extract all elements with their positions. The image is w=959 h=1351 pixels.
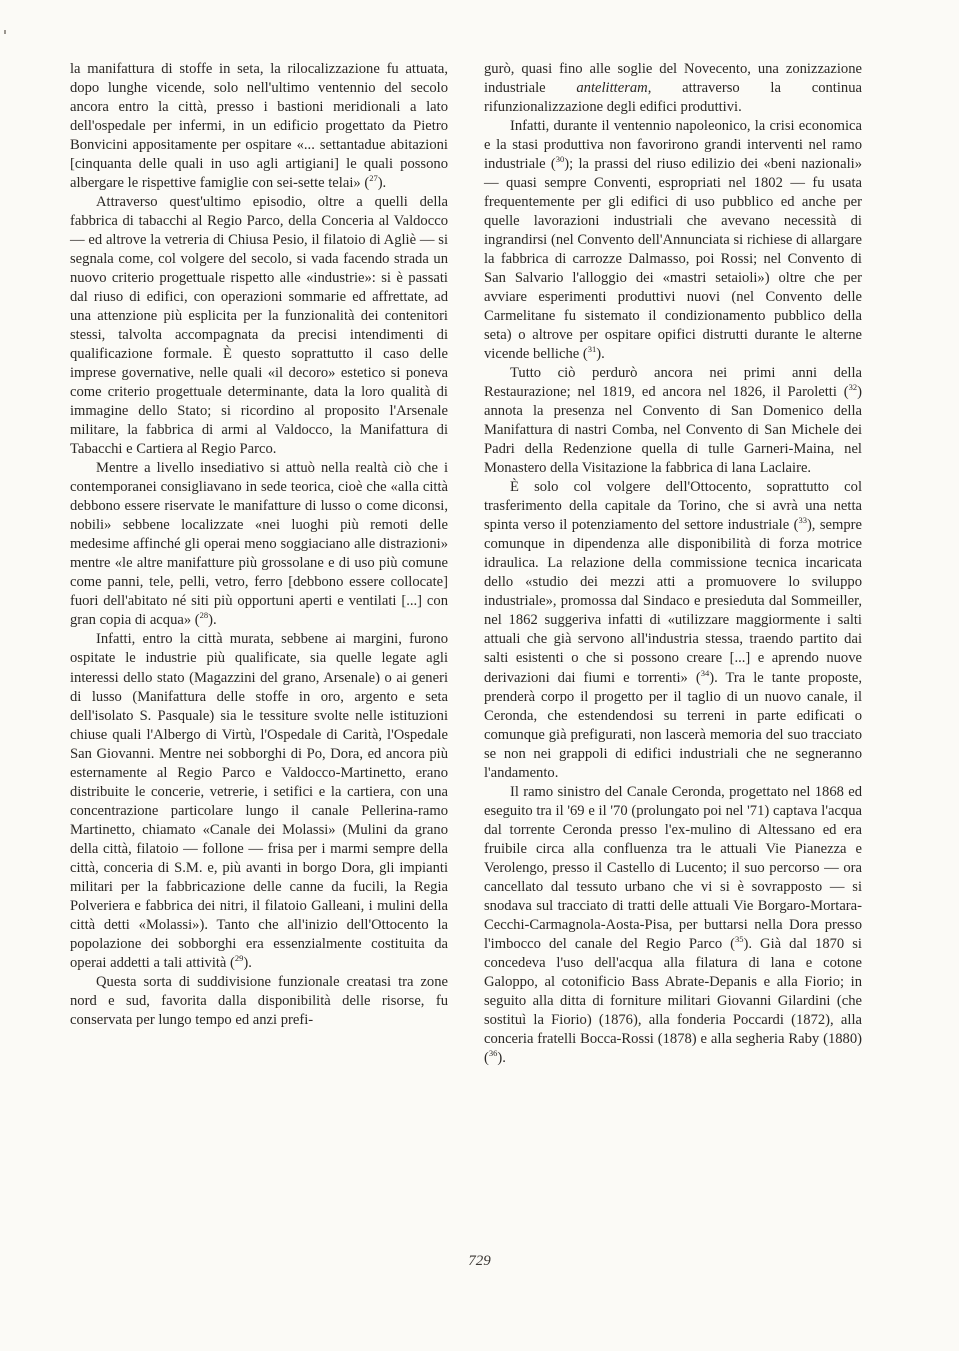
footnote-ref: 30 bbox=[555, 154, 565, 165]
paragraph bbox=[484, 117, 862, 364]
text-run: ) annota la presenza nel Convento di San Domenico della Manifattura di nastri Comba, nel Convento di San Michele dei Padri della Redenzione quella di tulle Garneri-Maina, nel Monastero della Visitazione la fabbrica di lana Laclaire. bbox=[484, 384, 862, 477]
paragraph bbox=[70, 60, 448, 193]
text-run: ). bbox=[596, 346, 605, 363]
italic-text: antelitteram bbox=[576, 80, 648, 97]
text-run: Tutto ciò perdurò ancora nei primi anni della Restaurazione; nel 1819, ed ancora nel 1826, il Paroletti ( bbox=[484, 365, 862, 401]
footnote-ref: 31 bbox=[587, 344, 597, 355]
footnote-ref: 28 bbox=[199, 610, 209, 621]
footnote-ref: 33 bbox=[798, 515, 807, 526]
text-run: Il ramo sinistro del Canale Ceronda, progettato nel 1868 ed eseguito tra il '69 e il '70 (prolungato poi nel '71) captava l'acqua dal torrente Ceronda presso l'ex-mulino di Altessano ed era fruibile circa alla confluenza tra le attuali Vie Pianezza e Verolengo, presso il Castello di Lucento; il suo percorso — ora cancellato dal tessuto urbano che vi si è sovrapposto — si snodava sul tracciato di tratti delle attuali Vie Borgaro-Mortara-Cecchi-Carmagnola-Aosta-Pisa, per buttarsi nella Dora presso l'imbocco del canale del Regio Parco ( bbox=[484, 783, 862, 952]
page-number: 729 bbox=[468, 1253, 491, 1269]
footnote-ref: 36 bbox=[488, 1047, 498, 1058]
paragraph bbox=[70, 459, 448, 630]
paragraph bbox=[70, 973, 448, 1030]
text-run: ). bbox=[243, 954, 252, 971]
text-run: Questa sorta di suddivisione funzionale creatasi tra zone nord e sud, favorita dalla disponibilità delle risorse, fu conservata per lungo tempo ed anzi prefi- bbox=[70, 973, 448, 1028]
text-run: Infatti, entro la città murata, sebbene ai margini, furono ospitate le industrie più qualificate, sia quelle legate agli interessi dello stato (Magazzini del grano, Arsenale) o ai generi di lusso (Manifattura delle stoffe in oro, argento e seta dell'isolato S. Pasquale) sia le tessiture svolte nelle istituzioni chiuse quali l'Albergo di Virtù, l'Ospedale di Carità, l'Ospedale San Giovanni. Mentre nei sobborghi di Po, Dora, ed ancora più esternamente al Regio Parco e Valdocco-Martinetto, erano distribuite le concerie, vetrerie, i setifici e la cartiera, con una concentrazione particolare lungo il canale Pellerina-ramo Martinetto, chiamato «Canale dei Molassi» (Mulini da grano della città, filatoio — follone — frisa per i marmi sempre della città, conceria di S.M. e, più avanti in borgo Dora, gli impianti militari per la fabbricazione delle canne da fucili, la Regia Polveriera e fabbrica dei nitri, il filatoio Galleani, i mulini della città detti «Molassi»). Tanto che all'inizio dell'Ottocento la popolazione dei sobborghi era essenzialmente costituita da operai addetti a tali attività ( bbox=[70, 631, 448, 971]
text-run: ); la prassi del riuso edilizio dei «beni nazionali» — quasi sempre Conventi, espropriati nel 1802 — fu usata frequentemente per gli edifici di uso pubblico ed anche per quelle lavorazioni industriali che avevano necessità di ingrandirsi (nel Convento dell'Annunciata si richiese di allargare la fabbrica di carrozze Dalmasso, poi Rossi; nel Convento di San Salvario l'alloggio dei «mastri setaioli») oltre che per avviare esperimenti produttivi nuovi (nel Convento delle Carmelitane fu sistemato il condizionamento pubblico della seta) o altrove per ospitare opifici distrutti durante le alterne vicende belliche ( bbox=[484, 156, 862, 363]
footnote-ref: 29 bbox=[234, 952, 244, 963]
footnote-ref: 34 bbox=[700, 667, 710, 678]
text-run: ). bbox=[497, 1049, 506, 1066]
paragraph bbox=[484, 478, 862, 782]
paragraph bbox=[484, 364, 862, 478]
left-column bbox=[70, 60, 448, 1030]
text-run: Mentre a livello insediativo si attuò nella realtà ciò che i contemporanei consigliavano in sede teorica, cioè che «alla città debbono essere riservate le manifatture di lusso o come diconsi, nobili» sebbene localizzate «nei luoghi più remoti delle medesime affinché gli operai meno soggiaciano alle distrazioni» mentre «le altre manifatture più grossolane e di uso più comune come panni, tele, pelli, vetro, ferro [debbono essere collocate] fuori dell'abitato né siti più opportuni aperti e ventilati [...] con gran copia di acqua» ( bbox=[70, 460, 448, 629]
text-run: Attraverso quest'ultimo episodio, oltre a quelli della fabbrica di tabacchi al Regio Parco, della Conceria al Valdocco — ed altrove la vetreria di Chiusa Pesio, il filatoio di Agliè — si segnala come, col volgere del secolo, si vada facendo strada un nuovo criterio progettuale rispetto alle «industrie»: si è passati dal riuso di edifici, con operazioni sommarie ed affrettate, ad una attenzione più esplicita per la funzionalità dei contenitori stessi, talvolta accompagnata da precisi intendimenti di qualificazione formale. È questo soprattutto il caso delle imprese governative, nelle quali «il decoro» estetico si poneva come criterio progettuale determinante, data la loro qualità di immagine dello Stato; si ricordino al proposito l'Arsenale militare, la fabbrica di armi al Valdocco, la Manifattura di Tabacchi e Cartiera al Regio Parco. bbox=[70, 194, 448, 458]
right-column bbox=[484, 60, 862, 1068]
footnote-ref: 35 bbox=[735, 933, 744, 944]
footnote-ref: 27 bbox=[369, 173, 378, 184]
paragraph bbox=[70, 630, 448, 972]
text-run: ), sempre comunque in dipendenza alle disponibilità di forza motrice idraulica. La relazione della commissione tecnica incaricata dello «studio dei mezzi atti a promuovere lo sviluppo industriale», promossa dal Sindaco e presieduta dal Sommeiller, nel 1862 suggeriva infatti di «utilizzare maggiormente i salti attuali che già servono all'industria stessa, traendo partito dai salti esistenti o che si possono creare [...] e aprendo nuove derivazioni dai fiumi e torrenti» ( bbox=[484, 517, 862, 686]
text-run: la manifattura di stoffe in seta, la rilocalizzazione fu attuata, dopo lunghe vicende, solo nell'ultimo ventennio del secolo ancora entro la città, presso i bastioni meridionali a lato dell'ospedale per infermi, in un edificio progettato da Pietro Bonvicini appositamente per ospitare «... settantadue abitazioni [cinquanta delle quali in uso agli artigiani] le quali possono albergare le rispettive famiglie con sei-sette telai» ( bbox=[70, 61, 448, 192]
paragraph bbox=[70, 193, 448, 459]
paragraph bbox=[484, 60, 862, 117]
text-run: ). Già dal 1870 si concedeva l'uso dell'acqua alla filatura di lana e cotone Galoppo, al cotonificio Bass Abrate-Depanis e alla Fiorio; in seguito alla ditta di forniture militari Giovanni Gilardini (che sostituì la Fiorio) (1876), alla fonderia Poccardi (1872), alla conceria fratelli Bocca-Rossi (1878) e alla segheria Raby (1880) ( bbox=[484, 935, 862, 1066]
text-run: ). bbox=[377, 175, 387, 192]
text-run: ). bbox=[208, 612, 217, 629]
text-run: È solo col volgere dell'Ottocento, soprattutto col trasferimento della capitale da Torino, che si avrà una netta spinta verso il potenziamento del settore industriale ( bbox=[484, 479, 862, 534]
text-run: gurò, quasi fino alle soglie del Novecento, una zonizzazione industriale bbox=[484, 61, 862, 97]
text-run: , attraverso la continua rifunzionalizzazione degli edifici produttivi. bbox=[484, 80, 862, 116]
paragraph bbox=[484, 783, 862, 1068]
footnote-ref: 32 bbox=[848, 382, 858, 393]
text-run: ). Tra le tante proposte, prenderà corpo il progetto per il taglio di un nuovo canale, il Ceronda, che estendendosi su terreni in parte edificati o comunque già prefigurati, non lascerà memoria del suo tracciato se non nei grappoli di edifici industriali che ne segneranno l'andamento. bbox=[484, 669, 862, 781]
scan-mark bbox=[4, 30, 6, 34]
text-run: Infatti, durante il ventennio napoleonico, la crisi economica e la stasi produttiva non favorirono grandi interventi nel ramo industriale ( bbox=[484, 118, 862, 173]
